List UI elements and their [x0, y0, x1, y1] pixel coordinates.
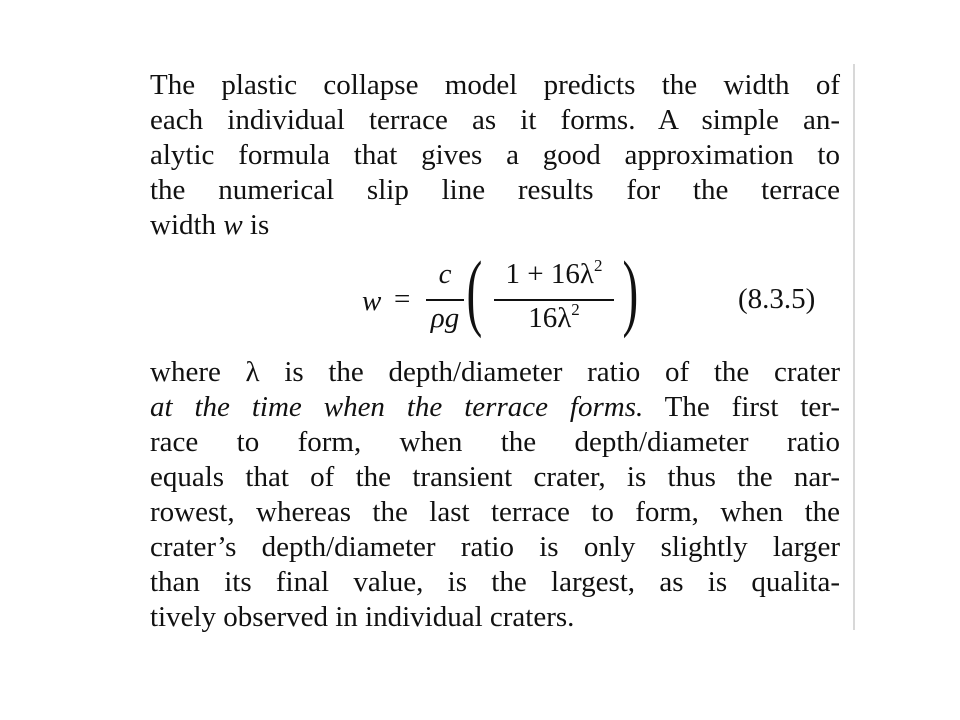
fraction1-numerator: c [438, 258, 452, 290]
right-parenthesis: ) [622, 243, 639, 339]
fraction2-bar [494, 299, 614, 301]
fraction2-denominator [490, 302, 618, 335]
equation-8-3-5 [150, 243, 840, 339]
paragraph2-line8: tively observed in individual craters. [150, 601, 575, 633]
fraction1-bar [426, 299, 464, 301]
fraction2-numerator-base: 1 + 16λ [505, 258, 594, 290]
paragraph2-line4: equals that of the transient crater, is thus the nar- [150, 461, 840, 493]
fraction2-denominator-exponent: 2 [571, 300, 580, 319]
paragraph1-line5 [150, 208, 840, 242]
fraction1-denominator: ρg [430, 302, 460, 334]
equation-lhs: w [362, 285, 382, 317]
fraction-lambda [490, 258, 618, 338]
paragraph1-line4: the numerical slip line results for the terrace [150, 174, 840, 206]
paragraph2-line2-end: The first ter- [643, 391, 840, 423]
fraction-c-over-rho-g [424, 258, 466, 338]
fraction2-numerator-exponent: 2 [593, 256, 603, 275]
paragraph1-line3: alytic formula that gives a good approximation to [150, 139, 840, 171]
left-parenthesis: ( [466, 243, 483, 339]
paragraph2-line6: crater’s depth/diameter ratio is only slightly larger [150, 531, 840, 563]
variable-w: w [223, 209, 243, 241]
paragraph2-line3: race to form, when the depth/diameter ratio [150, 426, 840, 458]
equation-equals: = [394, 283, 411, 315]
paragraph2-line7: than its final value, is the largest, as is qualita- [150, 566, 840, 598]
paragraph1-line5-start: width [150, 209, 224, 241]
paragraph2-line1: where λ is the depth/diameter ratio of the crater [150, 356, 840, 388]
paragraph2-line2-italic: at the time when the terrace forms. [150, 391, 644, 423]
paragraph1-line5-end: is [242, 209, 270, 241]
fraction2-numerator [490, 258, 618, 291]
fraction2-denominator-base: 16λ [528, 302, 572, 334]
paragraph2-line5: rowest, whereas the last terrace to form, when the [150, 496, 840, 528]
equation-number: (8.3.5) [738, 283, 816, 315]
paragraph1-line1: The plastic collapse model predicts the width of [150, 69, 840, 101]
paragraph2-line2 [150, 390, 840, 424]
page-edge-divider [853, 64, 855, 630]
paragraph1-line2: each individual terrace as it forms. A simple an- [150, 104, 840, 136]
